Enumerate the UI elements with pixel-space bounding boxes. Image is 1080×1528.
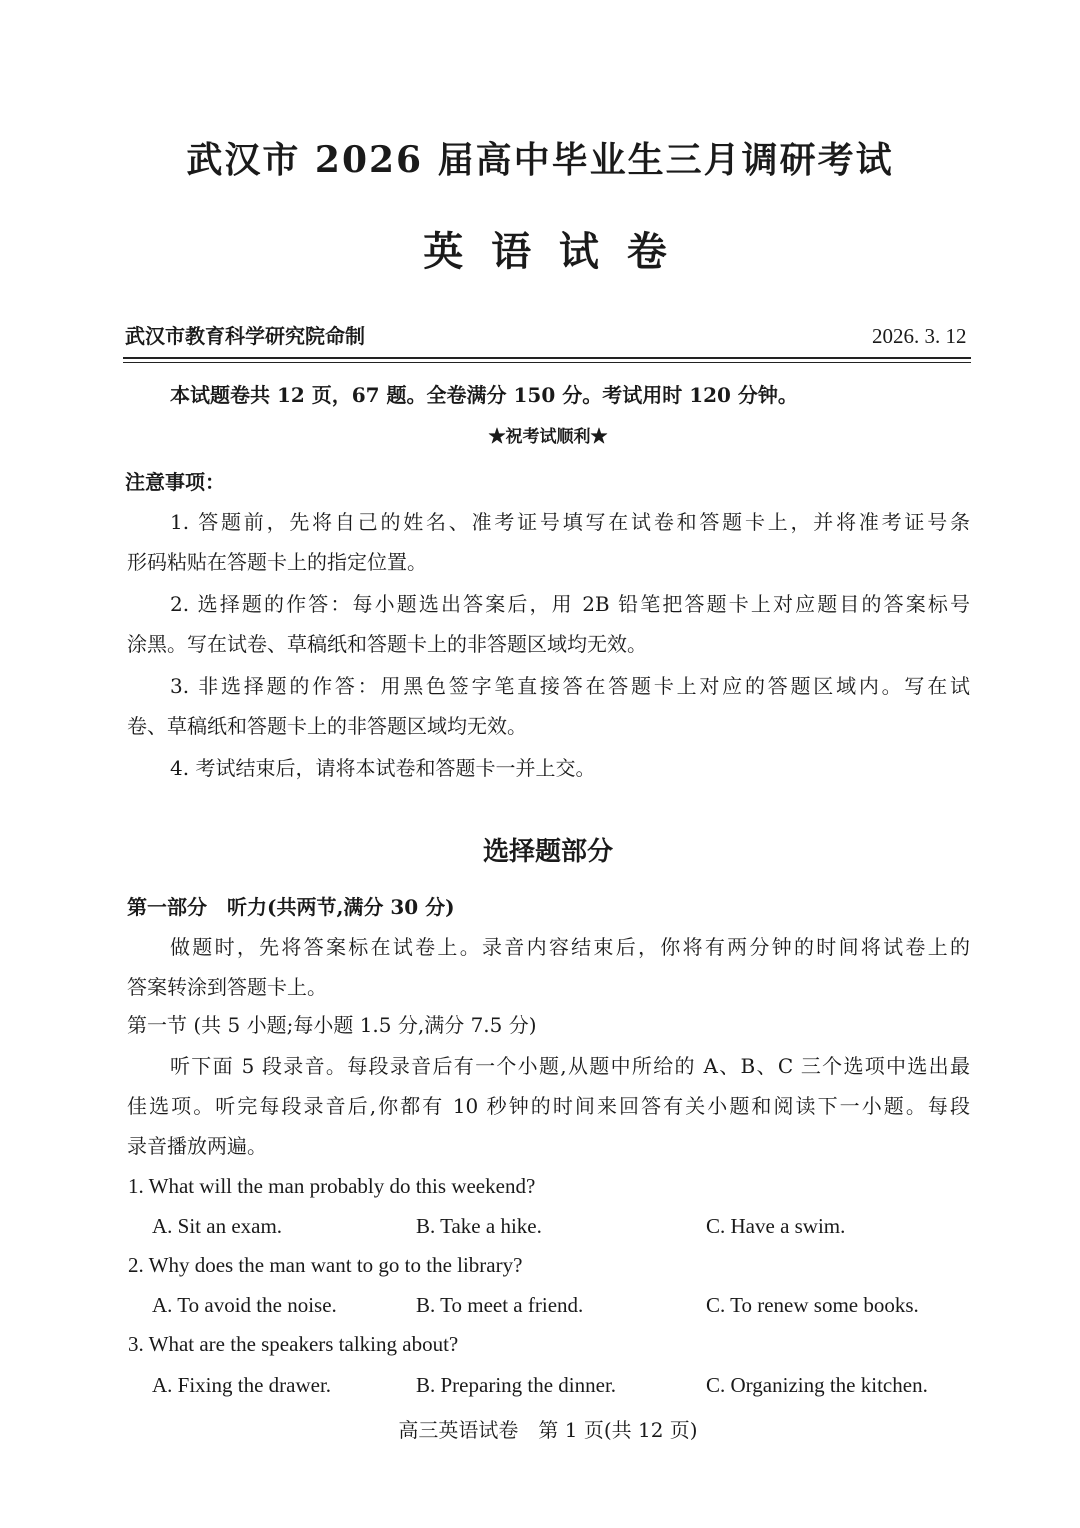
- question-3-option-c: C. Organizing the kitchen.: [706, 1373, 928, 1397]
- question-1-option-c: C. Have a swim.: [706, 1214, 846, 1238]
- header-rule-thin: [123, 362, 971, 363]
- note-2-line-2: 涂黑。写在试卷、草稿纸和答题卡上的非答题区域均无效。: [127, 632, 647, 656]
- note-2-line-1: 2. 选择题的作答：每小题选出答案后，用 2B 铅笔把答题卡上对应题目的答案标号: [170, 592, 970, 616]
- question-1-option-b: B. Take a hike.: [416, 1214, 542, 1238]
- question-3-option-a: A. Fixing the drawer.: [152, 1373, 332, 1397]
- question-3-option-b: B. Preparing the dinner.: [416, 1373, 617, 1397]
- section-1-instructions-line-2: 佳选项。听完每段录音后,你都有 10 秒钟的时间来回答有关小题和阅读下一小题。每段: [127, 1094, 970, 1118]
- exam-date: 2026. 3. 12: [872, 324, 967, 348]
- note-3-line-2: 卷、草稿纸和答题卡上的非答题区域均无效。: [127, 714, 527, 738]
- part-1-instructions-line-1: 做题时，先将答案标在试卷上。录音内容结束后，你将有两分钟的时间将试卷上的: [170, 935, 970, 959]
- section-1-instructions-line-1: 听下面 5 段录音。每段录音后有一个小题,从题中所给的 A、B、C 三个选项中选出最: [170, 1054, 970, 1078]
- note-1-line-1: 1. 答题前，先将自己的姓名、准考证号填写在试卷和答题卡上，并将准考证号条: [170, 510, 970, 534]
- exam-title: 武汉市 2026 届高中毕业生三月调研考试: [186, 139, 894, 181]
- section-title: 选择题部分: [482, 837, 613, 867]
- part-1-heading: 第一部分 听力(共两节,满分 30 分): [127, 895, 455, 919]
- question-2-option-b: B. To meet a friend.: [416, 1293, 584, 1317]
- page-footer: 高三英语试卷 第 1 页(共 12 页): [398, 1418, 698, 1442]
- question-2-option-c: C. To renew some books.: [706, 1293, 919, 1317]
- question-2-stem: 2. Why does the man want to go to the library?: [128, 1253, 523, 1277]
- part-1-instructions-line-2: 答案转涂到答题卡上。: [127, 975, 327, 999]
- question-1-option-a: A. Sit an exam.: [152, 1214, 283, 1238]
- exam-summary: 本试题卷共 12 页，67 题。全卷满分 150 分。考试用时 120 分钟。: [170, 383, 798, 407]
- question-2-option-a: A. To avoid the noise.: [152, 1293, 337, 1317]
- question-1-stem: 1. What will the man probably do this weekend?: [128, 1174, 536, 1198]
- exam-subject: 英 语 试 卷: [423, 228, 667, 275]
- good-luck-note: ★祝考试顺利★: [488, 427, 608, 447]
- issuer: 武汉市教育科学研究院命制: [125, 324, 365, 348]
- header-rule-thick: [123, 357, 971, 359]
- section-1-heading: 第一节 (共 5 小题;每小题 1.5 分,满分 7.5 分): [127, 1013, 537, 1037]
- notes-heading: 注意事项：: [125, 470, 225, 494]
- note-3-line-1: 3. 非选择题的作答：用黑色签字笔直接答在答题卡上对应的答题区域内。写在试: [170, 674, 970, 698]
- note-1-line-2: 形码粘贴在答题卡上的指定位置。: [127, 550, 427, 574]
- note-4: 4. 考试结束后，请将本试卷和答题卡一并上交。: [170, 756, 596, 780]
- question-3-stem: 3. What are the speakers talking about?: [128, 1332, 459, 1356]
- section-1-instructions-line-3: 录音播放两遍。: [127, 1134, 267, 1158]
